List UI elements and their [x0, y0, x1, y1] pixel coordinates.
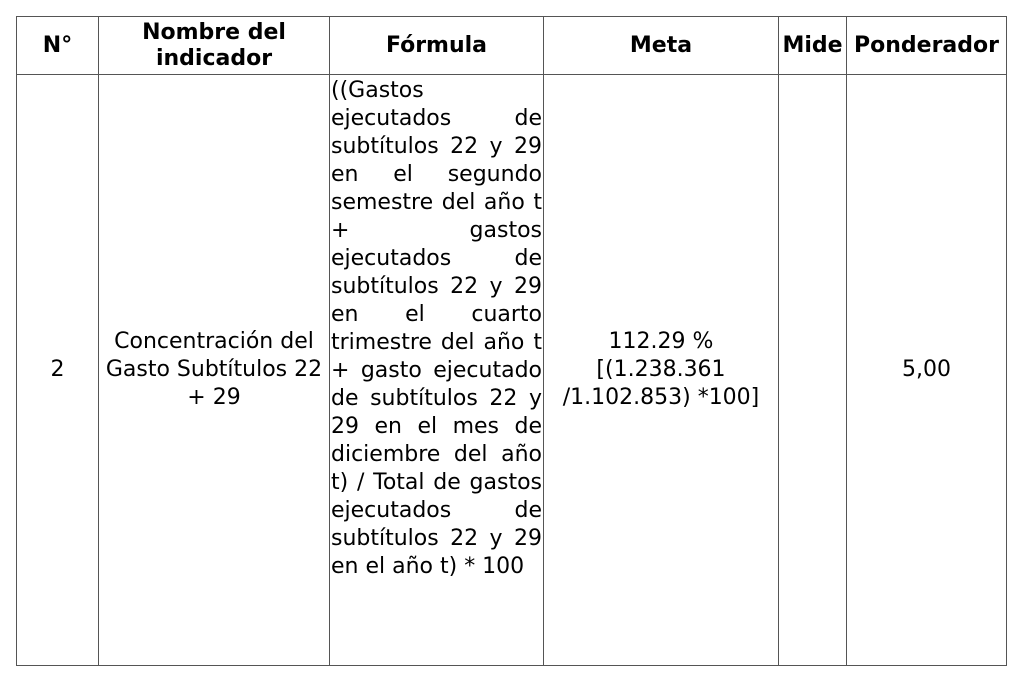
- header-formula: Fórmula: [330, 17, 544, 75]
- cell-mide: [779, 75, 847, 666]
- header-mide: Mide: [779, 17, 847, 75]
- table-row: [17, 75, 1007, 666]
- header-meta: Meta: [544, 17, 779, 75]
- meta-calc-line-1: [(1.238.361: [596, 357, 726, 382]
- cell-formula: ((Gastos ejecutados de subtítulos 22 y 29 en el segundo semestre del año t + gastos ejecutados de subtítulos 22 y 29 en el cuarto trimestre del año t + gasto ejecutado de subtítulos 22 y 29 en el mes de diciembre del año t) / Total de gastos ejecutados de subtítulos 22 y 29 en el año t) * 100: [330, 75, 544, 666]
- header-name: Nombre del indicador: [99, 17, 330, 75]
- cell-ponderador: 5,00: [847, 75, 1007, 666]
- cell-meta: [544, 75, 779, 666]
- indicator-name: Concentración del Gasto Subtítulos 22 + 29: [105, 329, 323, 410]
- table-body: [17, 75, 1007, 666]
- header-row: [17, 17, 1007, 75]
- header-ponderador: Ponderador: [847, 17, 1007, 75]
- header-num: N°: [17, 17, 99, 75]
- meta-calc-line-2: /1.102.853) *100]: [562, 385, 760, 410]
- indicator-table: [16, 16, 1007, 666]
- cell-name: [99, 75, 330, 666]
- meta-percent: 112.29 %: [608, 329, 714, 354]
- cell-num: 2: [17, 75, 99, 666]
- table-header: [17, 17, 1007, 75]
